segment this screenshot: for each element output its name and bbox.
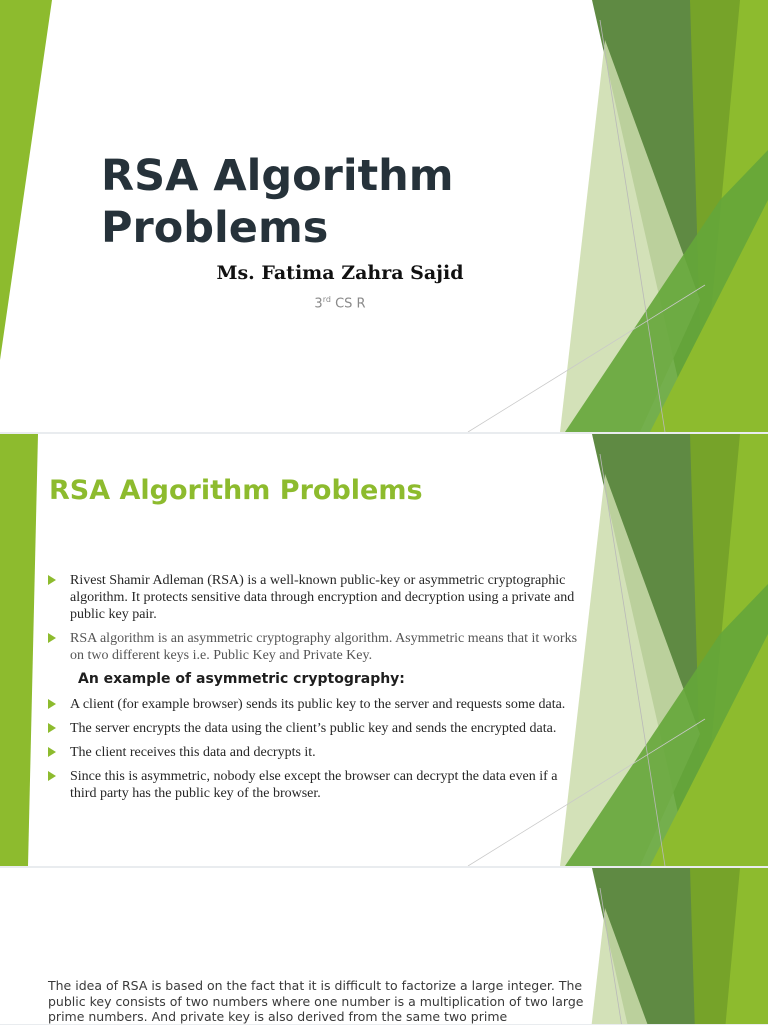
list-item — [48, 630, 578, 664]
slide-3-paragraph: The idea of RSA is based on the fact that it is difficult to factorize a large integer. The public key consists of two numbers where one number is a multiplication of two large prime numbers. And private key is also derived from the same two prime — [48, 978, 584, 1024]
slide-title: RSA Algorithm Problems — [101, 151, 454, 253]
slide-2-title: RSA Algorithm Problems — [49, 475, 423, 506]
class-number: 3 — [314, 296, 323, 312]
bullet-arrow-icon — [48, 747, 56, 757]
list-item — [48, 768, 578, 802]
list-item — [48, 744, 578, 761]
bullet-text: RSA algorithm is an asymmetric cryptography algorithm. Asymmetric means that it works on two different keys i.e. Public Key and Private Key. — [70, 631, 578, 663]
bullet-text: Rivest Shamir Adleman (RSA) is a well-known public-key or asymmetric cryptographic algorithm. It protects sensitive data through encryption and decryption using a private and public key pair. — [70, 573, 575, 622]
bullet-text: Since this is asymmetric, nobody else except the browser can decrypt the data even if a third party has the public key of the browser. — [70, 769, 558, 801]
list-item — [48, 720, 578, 737]
subheading: An example of asymmetric cryptography: — [78, 671, 405, 687]
bullet-text: The server encrypts the data using the client’s public key and sends the encrypted data. — [70, 721, 557, 736]
slide-1 — [0, 0, 768, 432]
bullet-arrow-icon — [48, 575, 56, 585]
bullet-text: The client receives this data and decrypts it. — [70, 745, 316, 760]
bullet-arrow-icon — [48, 771, 56, 781]
class-rest: CS R — [330, 296, 366, 312]
bullet-arrow-icon — [48, 699, 56, 709]
class-label — [0, 295, 680, 311]
author-name — [0, 262, 680, 284]
list-item — [48, 696, 578, 713]
list-item — [48, 572, 578, 623]
class-suffix: rd — [322, 295, 331, 304]
bullet-text: A client (for example browser) sends its public key to the server and requests some data. — [70, 697, 566, 712]
bullet-arrow-icon — [48, 633, 56, 643]
bullet-arrow-icon — [48, 723, 56, 733]
author-text: Ms. Fatima Zahra Sajid — [216, 262, 464, 284]
bullet-list — [48, 572, 578, 809]
